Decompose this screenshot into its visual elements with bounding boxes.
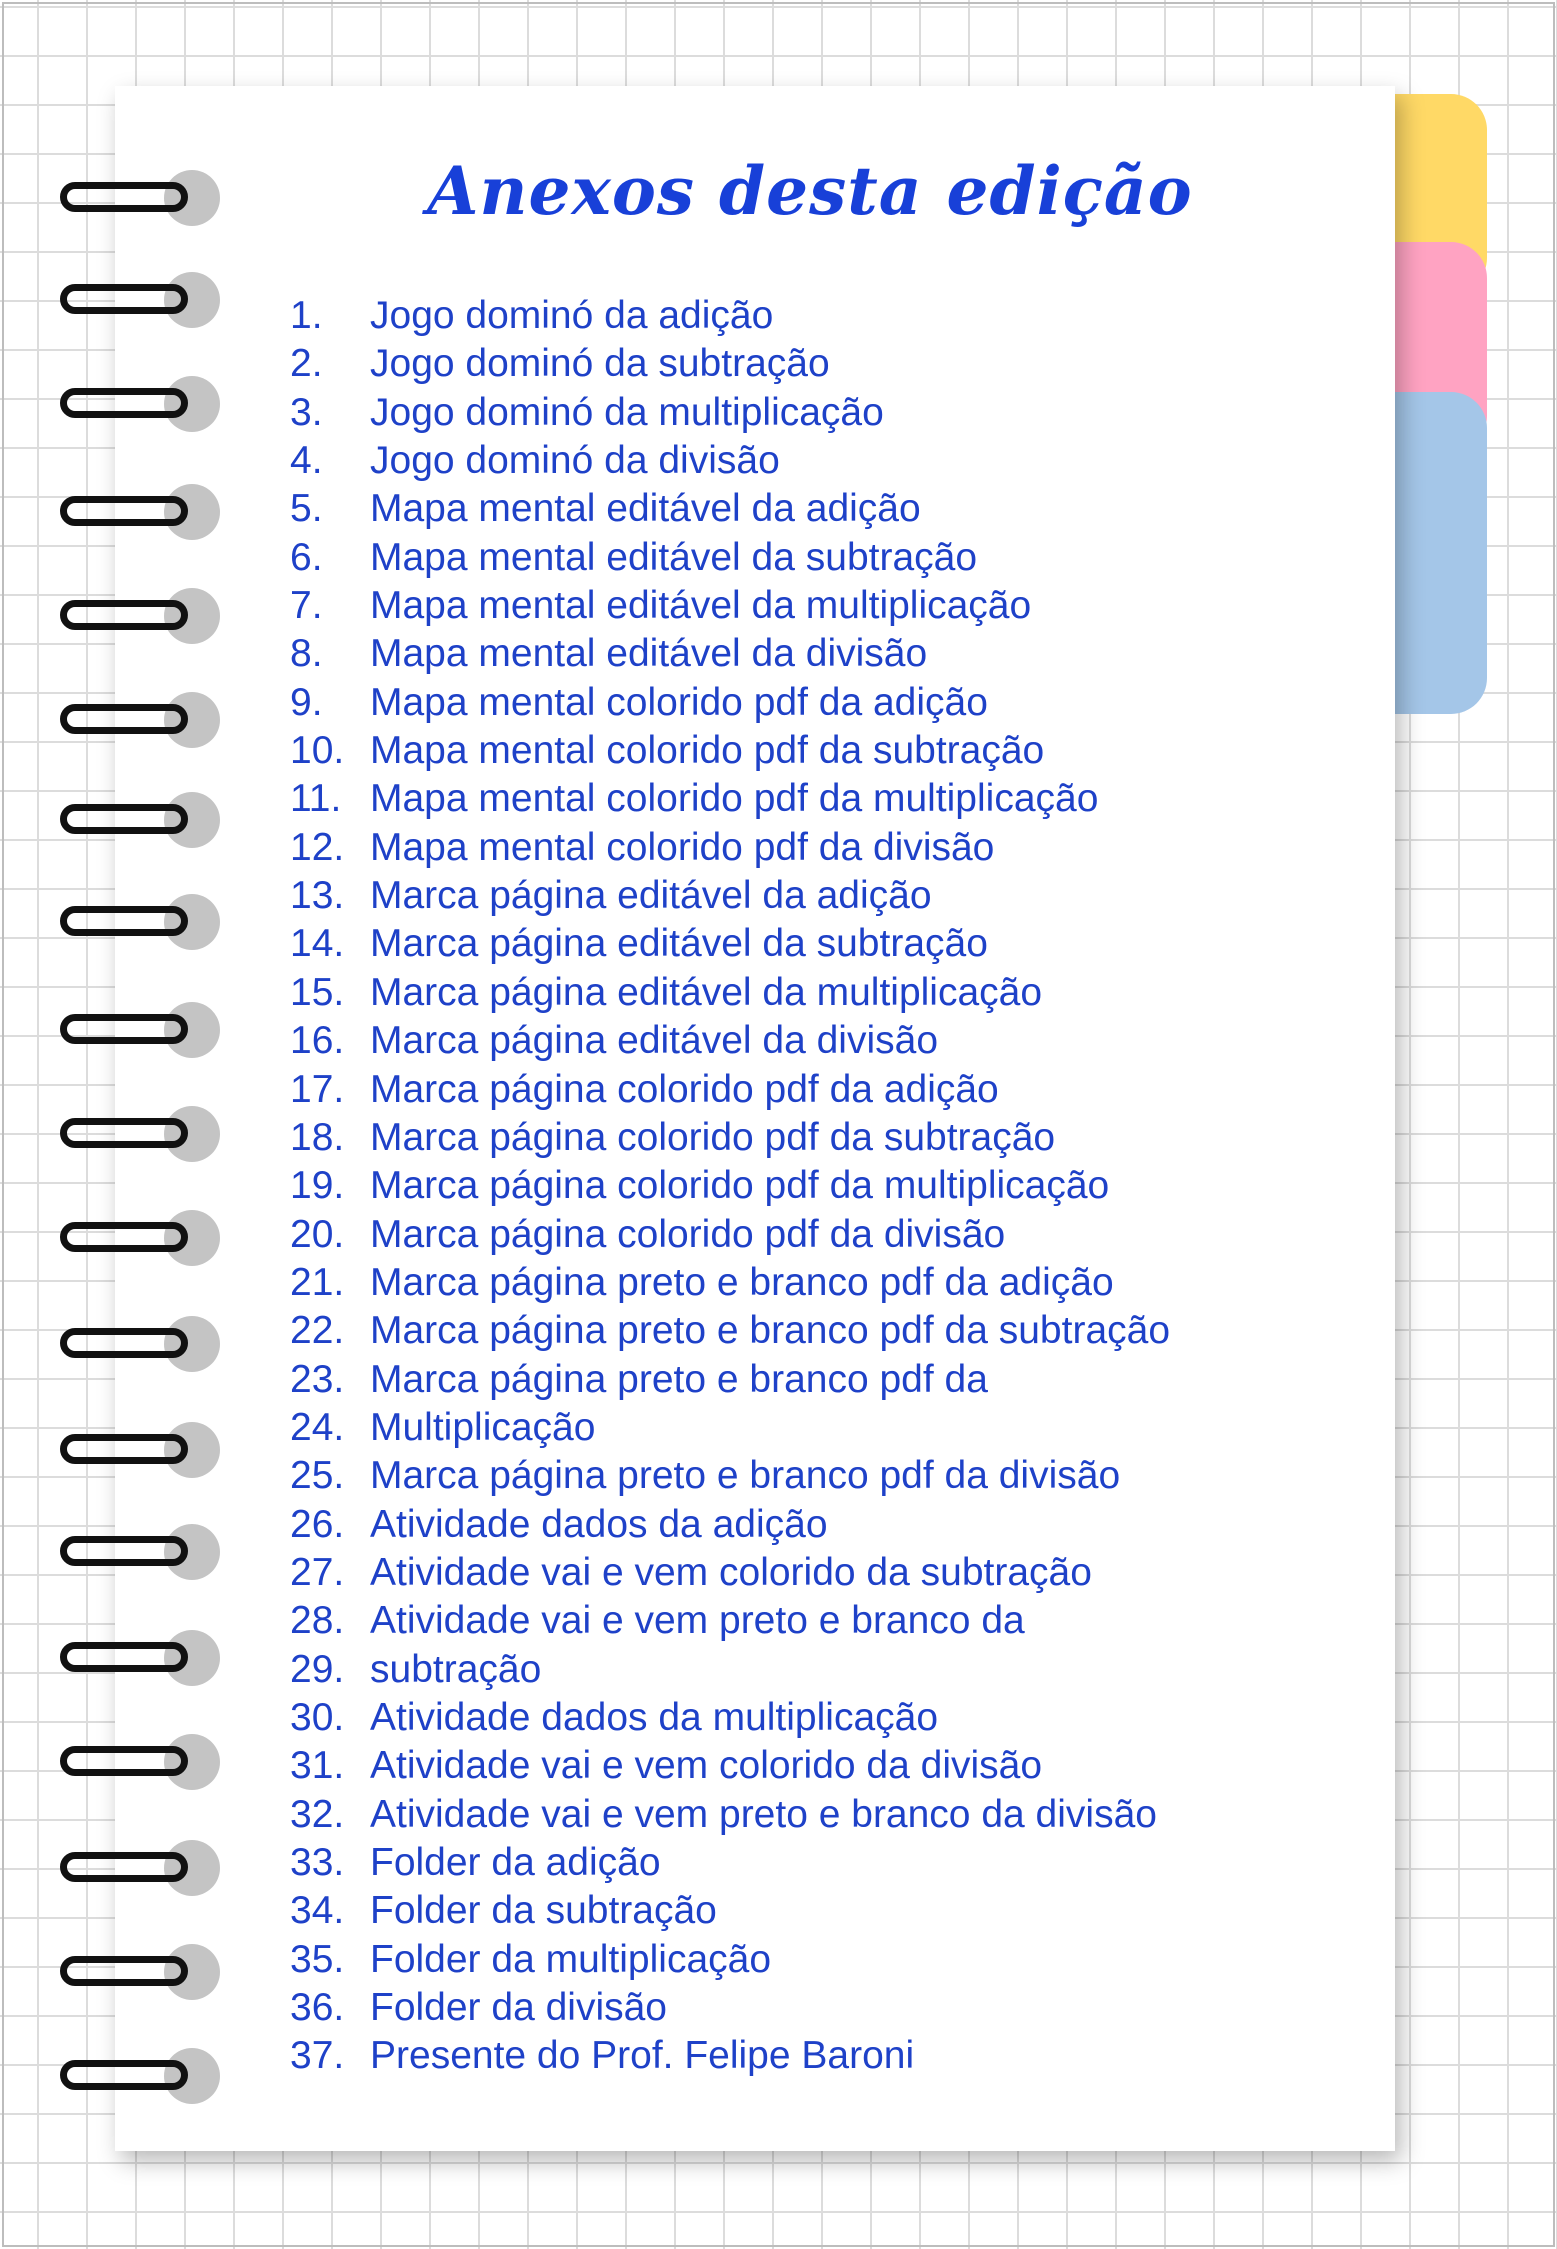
item-number: 9. [290,680,323,724]
item-number: 15. [290,970,345,1014]
item-number: 30. [290,1695,345,1739]
ring-wire [60,1222,188,1252]
item-number: 2. [290,342,323,386]
list-item [290,1066,1170,1114]
item-number: 13. [290,874,345,918]
ring-wire [60,1014,188,1044]
item-text: Folder da adição [370,1841,661,1884]
annex-list [290,292,1170,2081]
spiral-ring [56,1522,226,1582]
item-number: 16. [290,1019,345,1063]
item-number: 33. [290,1841,345,1884]
list-item [290,1549,1170,1597]
item-text: Atividade vai e vem preto e branco da divisão [370,1792,1157,1836]
list-item [290,340,1170,388]
item-text: Folder da subtração [370,1889,717,1933]
item-text: Jogo dominó da subtração [370,342,830,386]
item-number: 19. [290,1164,345,1208]
spiral-ring [56,1314,226,1374]
ring-wire [60,1852,188,1882]
item-number: 14. [290,922,345,966]
item-text: Mapa mental colorido pdf da subtração [370,729,1045,773]
list-item [290,1694,1170,1742]
item-number: 3. [290,390,323,434]
list-item [290,1307,1170,1355]
ring-wire [60,1118,188,1148]
list-item [290,969,1170,1017]
spiral-ring [56,1104,226,1164]
item-number: 22. [290,1309,345,1353]
item-number: 20. [290,1212,345,1256]
item-text: Mapa mental editável da adição [370,487,921,531]
item-number: 11. [290,777,342,821]
ring-wire [60,2060,188,2090]
item-text: Marca página editável da subtração [370,922,988,966]
list-item [290,1791,1170,1839]
item-text: Marca página editável da multiplicação [370,970,1043,1014]
list-item [290,679,1170,727]
item-number: 21. [290,1260,345,1304]
item-number: 37. [290,2034,345,2078]
item-number: 4. [290,439,323,483]
list-item [290,1017,1170,1065]
list-item [290,630,1170,678]
spiral-ring [56,1000,226,1060]
item-text: Marca página preto e branco pdf da divisão [370,1454,1121,1498]
item-number: 1. [290,294,323,337]
spiral-ring [56,1838,226,1898]
spiral-ring [56,690,226,750]
list-item [290,920,1170,968]
item-text: Marca página preto e branco pdf da adição [370,1260,1114,1304]
spiral-ring [56,374,226,434]
item-number: 25. [290,1454,345,1498]
spiral-ring [56,586,226,646]
item-number: 18. [290,1115,345,1159]
list-item [290,1162,1170,1210]
item-text: Mapa mental editável da multiplicação [370,584,1032,628]
list-item [290,292,1170,340]
item-number: 27. [290,1550,345,1594]
spiral-ring [56,1732,226,1792]
list-item [290,1936,1170,1984]
spiral-ring [56,482,226,542]
item-text: Jogo dominó da multiplicação [370,390,884,434]
list-item [290,1646,1170,1694]
item-text: Marca página colorido pdf da divisão [370,1212,1006,1256]
list-item [290,1404,1170,1452]
ring-wire [60,1642,188,1672]
list-item [290,1984,1170,2032]
item-text: Marca página colorido pdf da subtração [370,1115,1056,1159]
item-text: Marca página preto e branco pdf da subtração [370,1309,1171,1353]
item-number: 8. [290,632,323,676]
item-text: Atividade dados da multiplicação [370,1695,939,1739]
spiral-binding [56,168,236,2068]
item-text: Atividade dados da adição [370,1502,828,1546]
spiral-ring [56,892,226,952]
item-text: Marca página preto e branco pdf da [370,1357,988,1401]
item-number: 26. [290,1502,345,1546]
spiral-ring [56,1208,226,1268]
ring-wire [60,600,188,630]
item-text: Jogo dominó da adição [370,294,774,337]
list-item [290,872,1170,920]
item-number: 32. [290,1792,345,1836]
item-number: 24. [290,1405,345,1449]
list-item [290,1887,1170,1935]
list-item [290,1114,1170,1162]
item-text: Marca página editável da divisão [370,1019,939,1063]
ring-wire [60,1956,188,1986]
item-number: 28. [290,1599,345,1643]
list-item [290,1742,1170,1790]
ring-wire [60,704,188,734]
spiral-ring [56,1420,226,1480]
ring-wire [60,284,188,314]
item-text: Atividade vai e vem colorido da divisão [370,1744,1043,1788]
ring-wire [60,496,188,526]
item-number: 36. [290,1986,345,2030]
item-text: Multiplicação [370,1405,596,1449]
item-number: 6. [290,535,323,579]
item-text: Folder da divisão [370,1986,667,2030]
item-text: subtração [370,1647,542,1691]
item-text: Marca página colorido pdf da adição [370,1067,999,1111]
item-text: Atividade vai e vem preto e branco da [370,1599,1025,1643]
list-item [290,582,1170,630]
item-text: Mapa mental editável da subtração [370,535,978,579]
list-item [290,824,1170,872]
list-item [290,1501,1170,1549]
list-item [290,775,1170,823]
list-item [290,1839,1170,1887]
item-text: Mapa mental colorido pdf da divisão [370,825,995,869]
spiral-ring [56,1628,226,1688]
list-item [290,1597,1170,1645]
item-text: Marca página colorido pdf da multiplicação [370,1164,1110,1208]
item-number: 5. [290,487,323,531]
ring-wire [60,1434,188,1464]
list-item [290,2032,1170,2080]
item-text: Presente do Prof. Felipe Baroni [370,2034,915,2078]
item-text: Marca página editável da adição [370,874,932,918]
item-number: 7. [290,584,323,628]
item-number: 31. [290,1744,345,1788]
item-text: Mapa mental colorido pdf da adição [370,680,988,724]
item-number: 23. [290,1357,345,1401]
item-number: 35. [290,1937,345,1981]
item-number: 34. [290,1889,345,1933]
spiral-ring [56,790,226,850]
list-item [290,1356,1170,1404]
item-text: Mapa mental colorido pdf da multiplicação [370,777,1099,821]
ring-wire [60,1536,188,1566]
ring-wire [60,906,188,936]
ring-wire [60,1746,188,1776]
ring-wire [60,1328,188,1358]
list-item [290,437,1170,485]
spiral-ring [56,2046,226,2106]
ring-wire [60,804,188,834]
page-title: Anexos desta edição [427,152,1193,230]
spiral-ring [56,1942,226,2002]
list-item [290,1211,1170,1259]
spiral-ring [56,270,226,330]
list-item [290,485,1170,533]
item-text: Mapa mental editável da divisão [370,632,928,676]
item-text: Atividade vai e vem colorido da subtração [370,1550,1092,1594]
list-item [290,1259,1170,1307]
item-number: 12. [290,825,345,869]
item-number: 17. [290,1067,345,1111]
item-text: Folder da multiplicação [370,1937,772,1981]
item-number: 29. [290,1647,345,1691]
list-item [290,1452,1170,1500]
list-item [290,727,1170,775]
ring-wire [60,388,188,418]
item-text: Jogo dominó da divisão [370,439,780,483]
list-item [290,534,1170,582]
list-item [290,389,1170,437]
item-number: 10. [290,729,345,773]
